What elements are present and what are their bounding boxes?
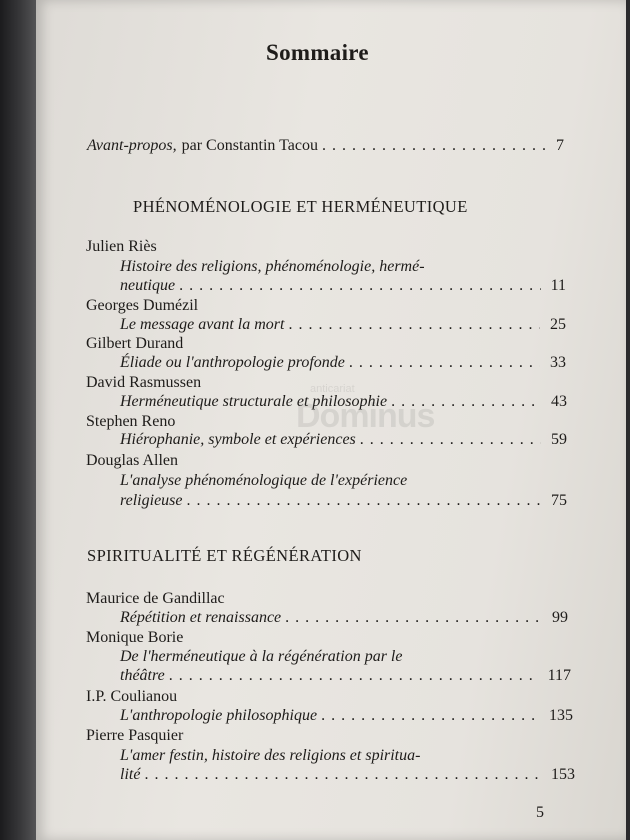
page-number: 135 <box>549 707 573 724</box>
entry-title-cont: théâtre <box>120 667 165 684</box>
entry-title-cont: lité <box>120 766 141 783</box>
entry-title: L'amer festin, histoire des religions et spiritua- <box>120 747 421 764</box>
toc-entry <box>120 492 567 510</box>
dot-leader <box>322 137 546 155</box>
entry-title: L'anthropologie philosophique <box>120 707 318 724</box>
entry-title: Herméneutique structurale et philosophie <box>120 393 388 410</box>
dot-leader <box>288 316 540 334</box>
book-page <box>36 0 626 840</box>
entry-author: Georges Dumézil <box>86 297 199 314</box>
entry-title: L'analyse phénoménologique de l'expérience <box>120 472 408 489</box>
entry-title: Répétition et renaissance <box>120 609 282 626</box>
dot-leader <box>144 766 541 784</box>
section-heading: PHÉNOMÉNOLOGIE ET HERMÉNEUTIQUE <box>133 197 468 216</box>
preface-author: par Constantin Tacou <box>181 137 318 154</box>
page-number: 99 <box>552 609 568 626</box>
toc-entry-preface <box>87 137 564 155</box>
page-title: Sommaire <box>266 40 369 65</box>
entry-title: Éliade ou l'anthropologie profonde <box>120 354 345 371</box>
page-number: 11 <box>550 277 566 294</box>
entry-title: Hiérophanie, symbole et expériences <box>120 431 356 448</box>
toc-entry <box>120 277 566 295</box>
toc-entry <box>120 766 575 784</box>
dot-leader <box>187 492 542 510</box>
section-heading: SPIRITUALITÉ ET RÉGÉNÉRATION <box>87 546 362 565</box>
dot-leader <box>179 277 541 295</box>
page-number: 43 <box>551 393 567 410</box>
entry-title: De l'herméneutique à la régénération par le <box>120 648 403 665</box>
watermark <box>266 383 435 445</box>
entry-author: Douglas Allen <box>86 452 178 469</box>
dot-leader <box>321 707 539 725</box>
toc-entry <box>120 354 566 372</box>
entry-author: Monique Borie <box>86 629 184 646</box>
page-number: 59 <box>551 431 567 448</box>
entry-author: Pierre Pasquier <box>86 727 184 744</box>
dot-leader <box>285 609 542 627</box>
page-number: 153 <box>551 766 575 783</box>
book-spine-shadow <box>0 0 36 840</box>
page-number: 33 <box>550 354 566 371</box>
entry-title: Le message avant la mort <box>120 316 285 333</box>
entry-title: Histoire des religions, phénoménologie, hermé- <box>120 258 425 275</box>
toc-entry <box>120 316 566 334</box>
page-number: 25 <box>550 316 566 333</box>
page-number: 75 <box>551 492 567 509</box>
entry-author: Maurice de Gandillac <box>86 590 225 607</box>
entry-author: I.P. Coulianou <box>86 688 178 705</box>
toc-entry <box>120 667 571 685</box>
entry-author: Gilbert Durand <box>86 335 184 352</box>
page-number: 7 <box>556 137 564 154</box>
watermark-line1: anticariat <box>310 383 355 395</box>
entry-author: Stephen Reno <box>86 413 176 430</box>
entry-title-cont: neutique <box>120 277 176 294</box>
page-number: 117 <box>547 667 571 684</box>
dot-leader <box>349 354 540 372</box>
toc-entry <box>120 707 573 725</box>
watermark-line2: Dominus <box>296 397 435 435</box>
preface-label: Avant-propos, <box>87 137 177 154</box>
entry-title-cont: religieuse <box>120 492 183 509</box>
toc-entry <box>120 609 568 627</box>
dot-leader <box>169 667 538 685</box>
entry-author: Julien Riès <box>86 238 157 255</box>
entry-author: David Rasmussen <box>86 374 202 391</box>
folio: 5 <box>536 804 544 821</box>
